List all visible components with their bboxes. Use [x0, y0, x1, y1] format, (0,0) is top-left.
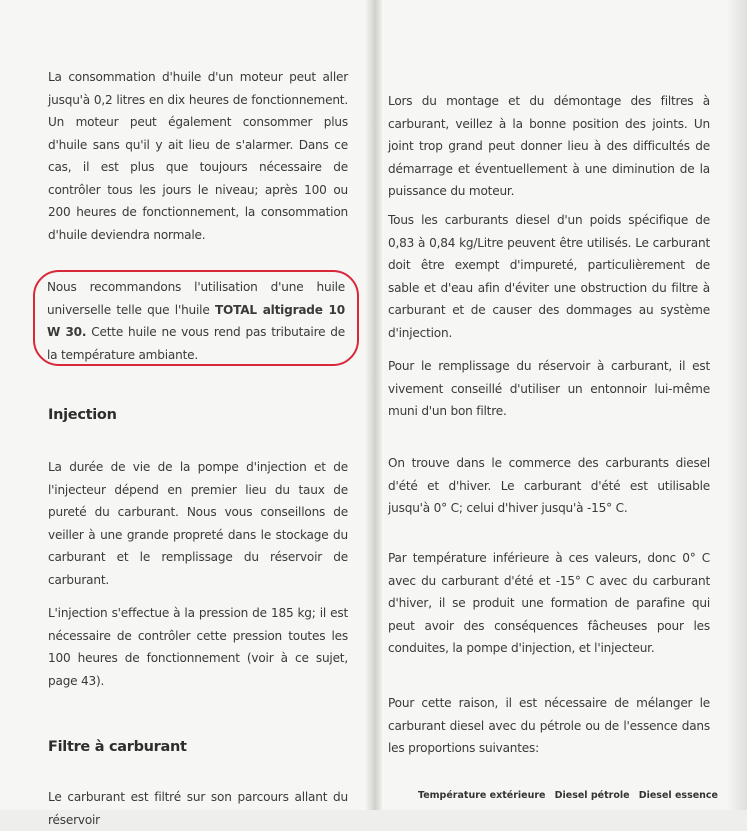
fuel-filter-paragraph: Le carburant est filtré sur son parcours allant du réservoir	[48, 790, 348, 827]
table-header-temperature: Température extérieure	[418, 790, 546, 801]
table-header-diesel-petrole: Diesel pétrole	[554, 790, 630, 801]
summer-winter-fuel-paragraph: On trouve dans le commerce des carburants diesel d'été et d'hiver. Le carburant d'été est utilisable jusqu'à 0° C; celui d'hiver jusqu'à -15° C.	[388, 456, 710, 515]
oil-product-name: TOTAL altigrade 10 W 30.	[47, 302, 345, 339]
paraffin-formation-paragraph: Par température inférieure à ces valeurs, donc 0° C avec du carburant d'été et -15° C avec du carburant d'hiver, il se produit une formation de parafine qui peut avoir des conséquences fâcheuses pour les conduites, la pompe d'injection, et l'injecteur.	[388, 551, 710, 655]
oil-consumption-paragraph: La consommation d'huile d'un moteur peut aller jusqu'à 0,2 litres en dix heures de fonctionnement. Un moteur peut également consommer plus d'huile sans qu'il y ait lieu de s'alarmer. Dans ce cas, il est plus que toujours nécessaire de contrôler tous les jours le niveau; après 100 ou 200 heures de fonctionnement, la consommation d'huile deviendra normale.	[48, 70, 348, 242]
oil-recommendation-text-end: Cette huile ne vous rend pas tributaire de la température ambiante.	[47, 325, 345, 362]
fuel-mix-table-header	[418, 790, 718, 801]
injection-heading: Injection	[48, 407, 117, 423]
red-highlight-circle	[33, 270, 359, 366]
fuel-filter-heading: Filtre à carburant	[48, 739, 187, 755]
diesel-weight-paragraph: Tous les carburants diesel d'un poids spécifique de 0,83 à 0,84 kg/Litre peuvent être utilisés. Le carburant doit être exempt d'impureté, particulièrement de sable et d'eau afin d'éviter une obstruction du filtre à carburant et de causer des dommages au système d'injection.	[388, 213, 710, 340]
oil-recommendation-text-start: Nous recommandons l'utilisation d'une huile universelle telle que l'huile	[47, 280, 345, 317]
injection-pressure-paragraph: L'injection s'effectue à la pression de 185 kg; il est nécessaire de contrôler cette pression toutes les 100 heures de fonctionnement (voir à ce sujet, page 43).	[48, 606, 348, 688]
table-header-diesel-essence: Diesel essence	[638, 790, 718, 801]
tank-filling-paragraph: Pour le remplissage du réservoir à carburant, il est vivement conseillé d'utiliser un entonnoir lui-même muni d'un bon filtre.	[388, 359, 710, 418]
page-edge-shadow	[727, 0, 747, 810]
injection-pump-paragraph: La durée de vie de la pompe d'injection et de l'injecteur dépend en premier lieu du taux de pureté du carburant. Nous vous conseillons de veiller à une grande propreté dans le stockage du carburant et le remplissage du réservoir de carburant.	[48, 460, 348, 587]
page-gutter	[366, 0, 382, 810]
filter-joints-paragraph: Lors du montage et du démontage des filtres à carburant, veillez à la bonne position des joints. Un joint trop grand peut donner lieu à des difficultés de démarrage et éventuellement à une diminution de la puissance du moteur.	[388, 94, 710, 198]
fuel-mixing-paragraph: Pour cette raison, il est nécessaire de mélanger le carburant diesel avec du pétrole ou de l'essence dans les proportions suivantes:	[388, 696, 710, 755]
